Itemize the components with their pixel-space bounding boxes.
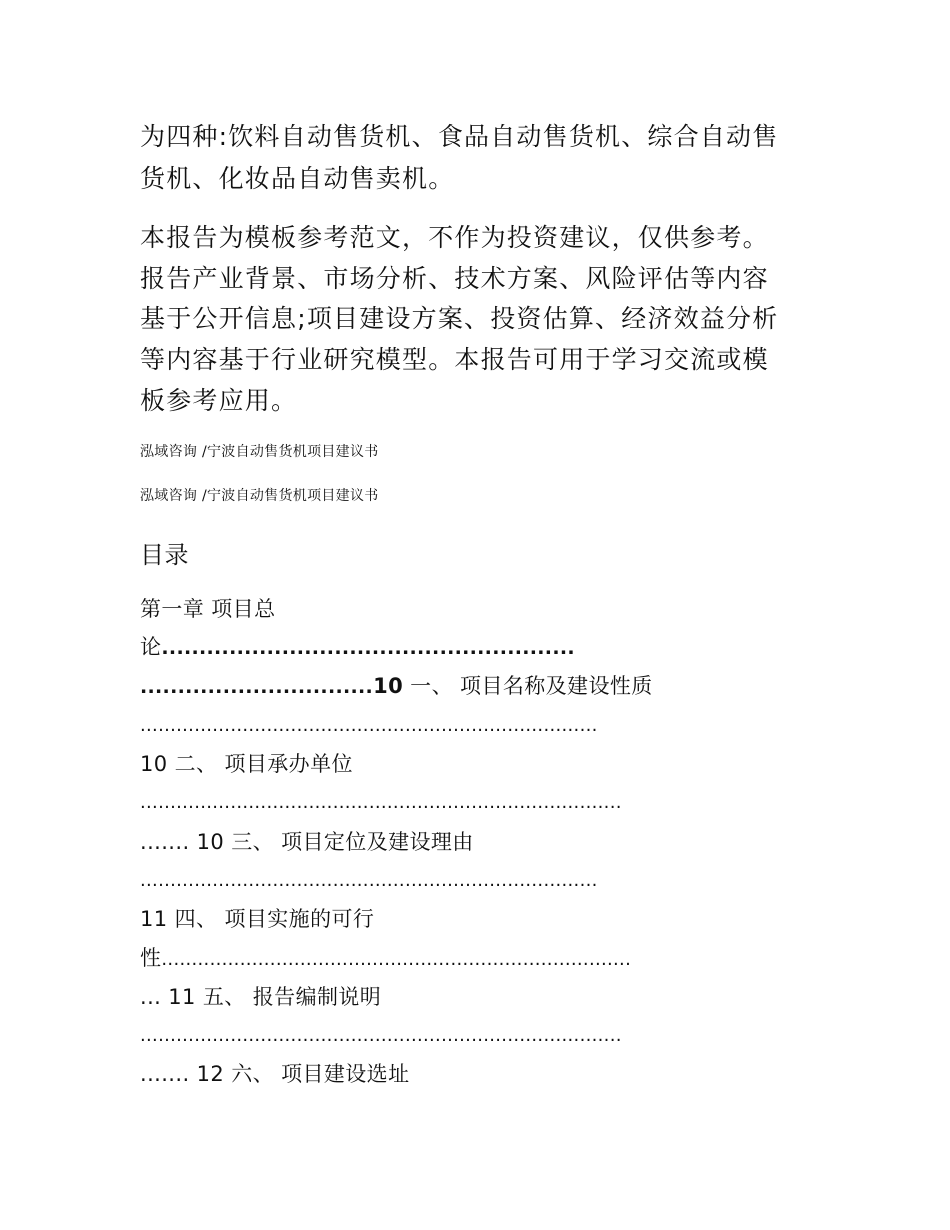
disclaimer-line-1: 本报告为模板参考范文，不作为投资建议，仅供参考。: [140, 223, 769, 252]
toc-line-9: 11 四、 项目实施的可行: [140, 907, 375, 931]
toc-leader-dots: ...............................: [140, 676, 374, 698]
toc-entry-text: 一、 项目名称及建设性质: [403, 674, 653, 698]
toc-page-number: 10: [373, 674, 404, 698]
intro-line-2: 货机、化妆品自动售卖机。: [140, 164, 455, 193]
toc-line-13: ....... 12 六、 项目建设选址: [140, 1062, 410, 1086]
toc-line-5: 10 二、 项目承办单位: [140, 752, 353, 776]
toc-line-7: ....... 10 三、 项目定位及建设理由: [140, 830, 474, 854]
disclaimer-line-4: 等内容基于行业研究模型。本报告可用于学习交流或模: [140, 345, 769, 374]
running-header: 泓域咨询 /宁波自动售货机项目建议书: [140, 488, 379, 504]
toc-line-10: [140, 942, 631, 972]
toc-line-11: ... 11 五、 报告编制说明: [140, 985, 382, 1009]
disclaimer-line-2: 报告产业背景、市场分析、技术方案、风险评估等内容: [140, 264, 769, 293]
toc-title: 目录: [140, 541, 189, 569]
toc-line-2: [140, 631, 575, 661]
disclaimer-line-3: 基于公开信息;项目建设方案、投资估算、经济效益分析: [140, 304, 779, 333]
toc-entry-text: 论: [140, 635, 162, 659]
toc-leader-dots: ..............................................................................: [161, 949, 632, 970]
toc-entry-text: 性: [140, 946, 162, 970]
toc-entry-chapter-1: 第一章 项目总: [140, 597, 276, 621]
intro-line-1: 为四种:饮料自动售货机、食品自动售货机、综合自动售: [140, 122, 779, 151]
toc-leader-dots: ............................................................................: [140, 715, 598, 736]
toc-leader-dots: ................................................................................: [140, 792, 622, 813]
toc-leader-dots: .......................................................: [161, 637, 575, 659]
toc-line-3: [140, 670, 653, 700]
disclaimer-line-5: 板参考应用。: [140, 386, 298, 415]
running-header: 泓域咨询 /宁波自动售货机项目建议书: [140, 444, 379, 460]
toc-leader-dots: ................................................................................: [140, 1025, 622, 1046]
toc-leader-dots: ............................................................................: [140, 870, 598, 891]
